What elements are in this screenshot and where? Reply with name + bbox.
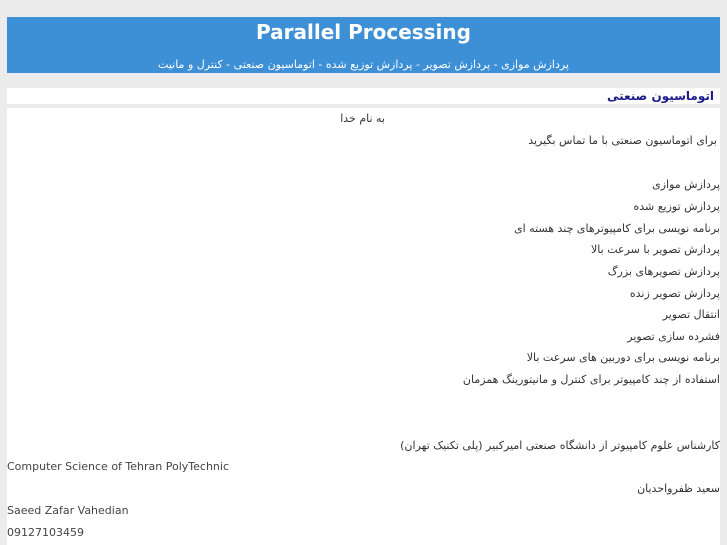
site-subtitle: پردازش موازی - پردازش تصویر - پردازش توزیع شده - اتوماسیون صنعتی - کنترل و مانیت xyxy=(158,58,569,71)
degree-english: Computer Science of Tehran PolyTechnic xyxy=(7,460,229,473)
service-item: برنامه نویسی برای کامپیوترهای چند هسته ای xyxy=(514,222,720,235)
degree-persian: کارشناس علوم کامپیوتر از دانشگاه صنعتی امیرکبیر (پلی تکنیک تهران) xyxy=(400,439,720,452)
section-title: اتوماسیون صنعتی xyxy=(606,89,714,103)
service-item: استفاده از چند کامپیوتر برای کنترل و مانیتورینگ همزمان xyxy=(462,373,720,386)
intro-text: برای اتوماسیون صنعتی با ما تماس بگیرید xyxy=(528,134,717,147)
section-title-bar xyxy=(7,88,720,104)
service-item: پردازش تصویر با سرعت بالا xyxy=(591,243,720,256)
name-persian: سعید ظفرواحدیان xyxy=(637,482,720,495)
service-item: فشرده سازی تصویر xyxy=(627,330,720,343)
main-content xyxy=(7,108,720,545)
service-item: پردازش توزیع شده xyxy=(633,200,720,213)
site-header xyxy=(7,17,720,73)
service-item: پردازش موازی xyxy=(652,178,720,191)
name-english: Saeed Zafar Vahedian xyxy=(7,504,129,517)
phone-number: 09127103459 xyxy=(7,526,84,539)
service-item: پردازش تصویر زنده xyxy=(629,287,720,300)
site-title[interactable]: Parallel Processing xyxy=(256,20,471,44)
greeting-text: به نام خدا xyxy=(340,112,385,125)
service-item: پردازش تصویرهای بزرگ xyxy=(607,265,720,278)
service-item: انتقال تصویر xyxy=(662,308,720,321)
service-item: برنامه نویسی برای دوربین های سرعت بالا xyxy=(526,351,720,364)
